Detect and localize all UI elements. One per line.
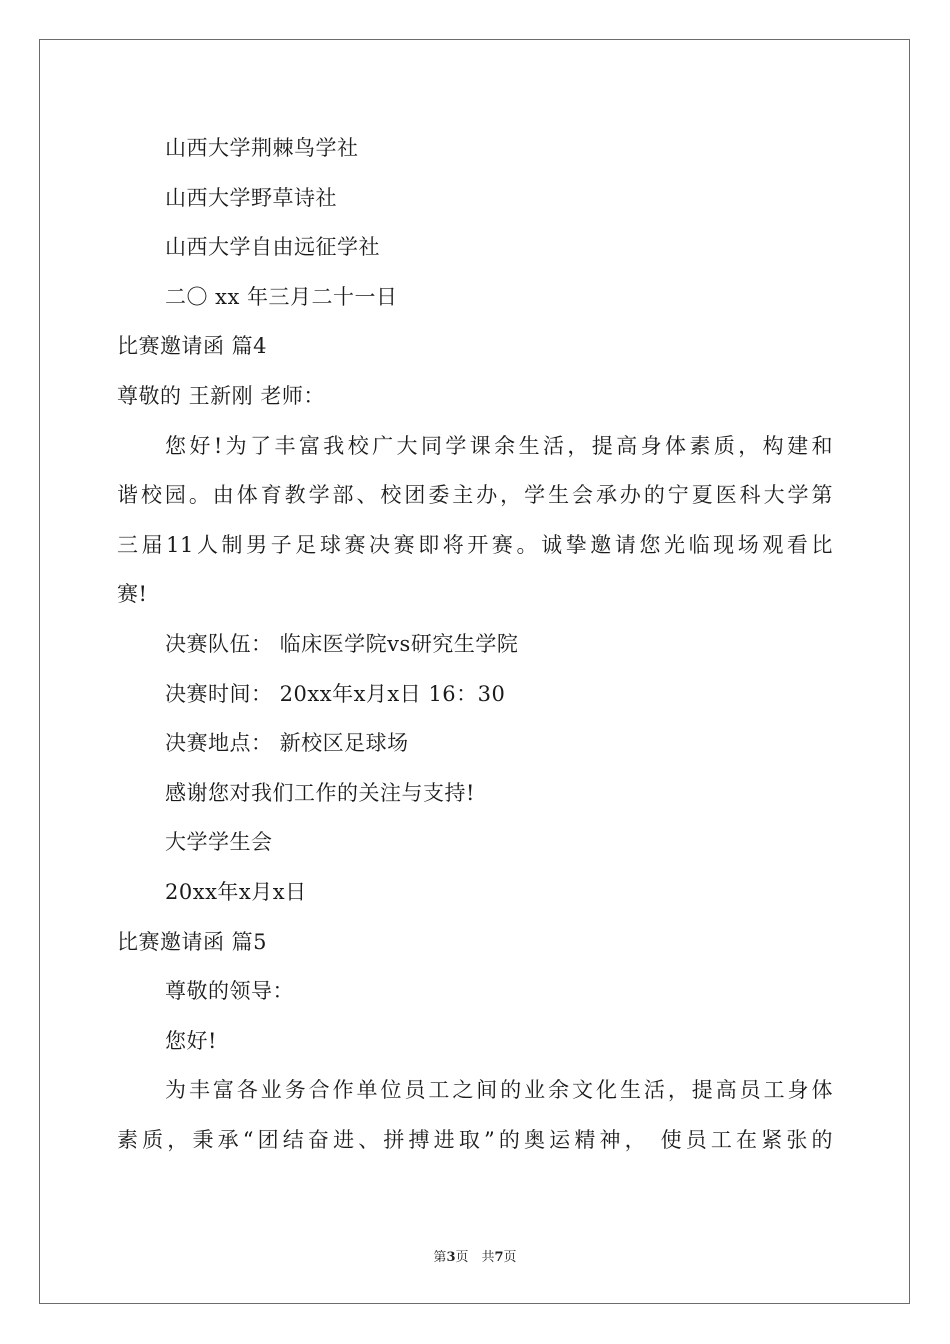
- total-page-number: 7: [494, 1250, 504, 1265]
- body-line: 为丰富各业务合作单位员工之间的业余文化生活，提高员工身体: [165, 1078, 833, 1103]
- org-name-1: 山西大学荆棘鸟学社: [165, 136, 359, 160]
- greeting-5: 您好!: [165, 1028, 217, 1053]
- thanks-line: 感谢您对我们工作的关注与支持!: [165, 780, 475, 805]
- body-line: 赛!: [117, 582, 148, 607]
- body-line: 素质，秉承“团结奋进、拼搏进取”的奥运精神， 使员工在紧张的: [117, 1127, 833, 1152]
- salutation-4: 尊敬的 王新刚 老师：: [117, 383, 325, 408]
- current-page-number: 3: [446, 1250, 456, 1265]
- org-name-3: 山西大学自由远征学社: [165, 235, 380, 260]
- body-line: 您好!为了丰富我校广大同学课余生活，提高身体素质，构建和: [165, 433, 833, 458]
- body-paragraph-4: [117, 422, 833, 620]
- signer: 大学学生会: [165, 830, 273, 855]
- footer-middle: 页 共: [455, 1250, 495, 1265]
- final-place: 决赛地点： 新校区足球场: [165, 731, 409, 756]
- footer-prefix: 第: [433, 1250, 447, 1265]
- section-heading-4: 比赛邀请函 篇4: [117, 334, 268, 359]
- body-line: 三届11人制男子足球赛决赛即将开赛。诚挚邀请您光临现场观看比: [117, 532, 833, 557]
- page-footer: [0, 1246, 950, 1265]
- org-name-2: 山西大学野草诗社: [165, 185, 337, 210]
- final-time: 决赛时间： 20xx年x月x日 16：30: [165, 681, 506, 706]
- document-body: [117, 124, 833, 1165]
- sign-date: 20xx年x月x日: [165, 879, 307, 904]
- final-teams: 决赛队伍： 临床医学院vs研究生学院: [165, 631, 519, 656]
- body-line: 谐校园。由体育教学部、校团委主办，学生会承办的宁夏医科大学第: [117, 483, 833, 508]
- footer-suffix: 页: [503, 1250, 517, 1265]
- section-heading-5: 比赛邀请函 篇5: [117, 929, 268, 954]
- letter-date: 二〇 xx 年三月二十一日: [165, 284, 398, 309]
- salutation-5: 尊敬的领导：: [165, 979, 294, 1004]
- body-paragraph-5: [117, 1066, 833, 1165]
